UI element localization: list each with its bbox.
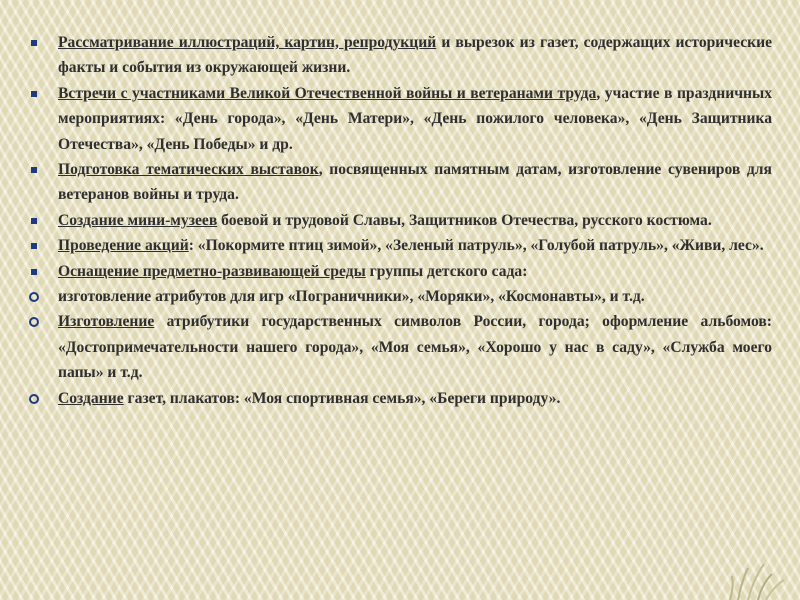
item-text: , участие в праздничных мероприятиях: «День города», «День Матери», «День пожилого человека», «День Защитника Отечества», «День Победы» и др. bbox=[58, 84, 772, 153]
item-underlined-text: Создание bbox=[58, 389, 124, 407]
square-bullet-icon bbox=[28, 30, 42, 55]
item-text: : «Покормите птиц зимой», «Зеленый патруль», «Голубой патруль», «Живи, лес». bbox=[188, 237, 764, 255]
item-text: , посвященных памятным датам, изготовление сувениров для ветеранов войны и труда. bbox=[58, 161, 772, 204]
item-underlined-text: Рассматривание иллюстраций, картин, репродукций bbox=[58, 34, 437, 51]
list-item bbox=[28, 233, 772, 258]
item-underlined-text: Создание мини-музеев bbox=[58, 211, 218, 229]
grass-decoration-icon bbox=[718, 550, 788, 600]
item-text: группы детского сада: bbox=[365, 262, 528, 280]
circle-bullet-icon bbox=[28, 284, 42, 309]
list-item bbox=[28, 259, 772, 284]
list-item bbox=[28, 309, 772, 385]
circle-bullet-icon bbox=[28, 386, 42, 411]
item-text: боевой и трудовой Славы, Защитников Отечества, русского костюма. bbox=[217, 211, 712, 229]
list-item bbox=[28, 284, 772, 309]
item-text: газет, плакатов: «Моя спортивная семья», «Береги природу». bbox=[123, 389, 561, 407]
item-text: изготовление атрибутов для игр «Пограничники», «Моряки», «Космонавты», и т.д. bbox=[58, 288, 645, 306]
circle-bullet-icon bbox=[28, 309, 42, 334]
square-bullet-icon bbox=[28, 157, 42, 182]
item-underlined-text: Проведение акций bbox=[58, 237, 189, 255]
item-underlined-text: Оснащение предметно-развивающей среды bbox=[58, 262, 366, 280]
list-item bbox=[28, 30, 772, 81]
bullet-list bbox=[28, 30, 772, 411]
square-bullet-icon bbox=[28, 81, 42, 106]
list-item bbox=[28, 157, 772, 208]
item-underlined-text: Встречи с участниками Великой Отечественной войны и ветеранами труда bbox=[58, 84, 597, 102]
list-item bbox=[28, 81, 772, 157]
square-bullet-icon bbox=[28, 233, 42, 258]
item-text: и вырезок из газет, содержащих исторические факты и события из окружающей жизни. bbox=[58, 34, 773, 77]
list-item bbox=[28, 208, 772, 233]
square-bullet-icon bbox=[28, 208, 42, 233]
item-underlined-text: Подготовка тематических выставок bbox=[58, 161, 319, 179]
item-underlined-text: Изготовление bbox=[58, 313, 155, 331]
item-text: атрибутики государственных символов России, города; оформление альбомов: «Достопримечательности нашего города», «Моя семья», «Хорошо у нас в саду», «Служба моего папы» и т.д. bbox=[58, 313, 772, 382]
square-bullet-icon bbox=[28, 259, 42, 284]
list-item bbox=[28, 386, 772, 411]
